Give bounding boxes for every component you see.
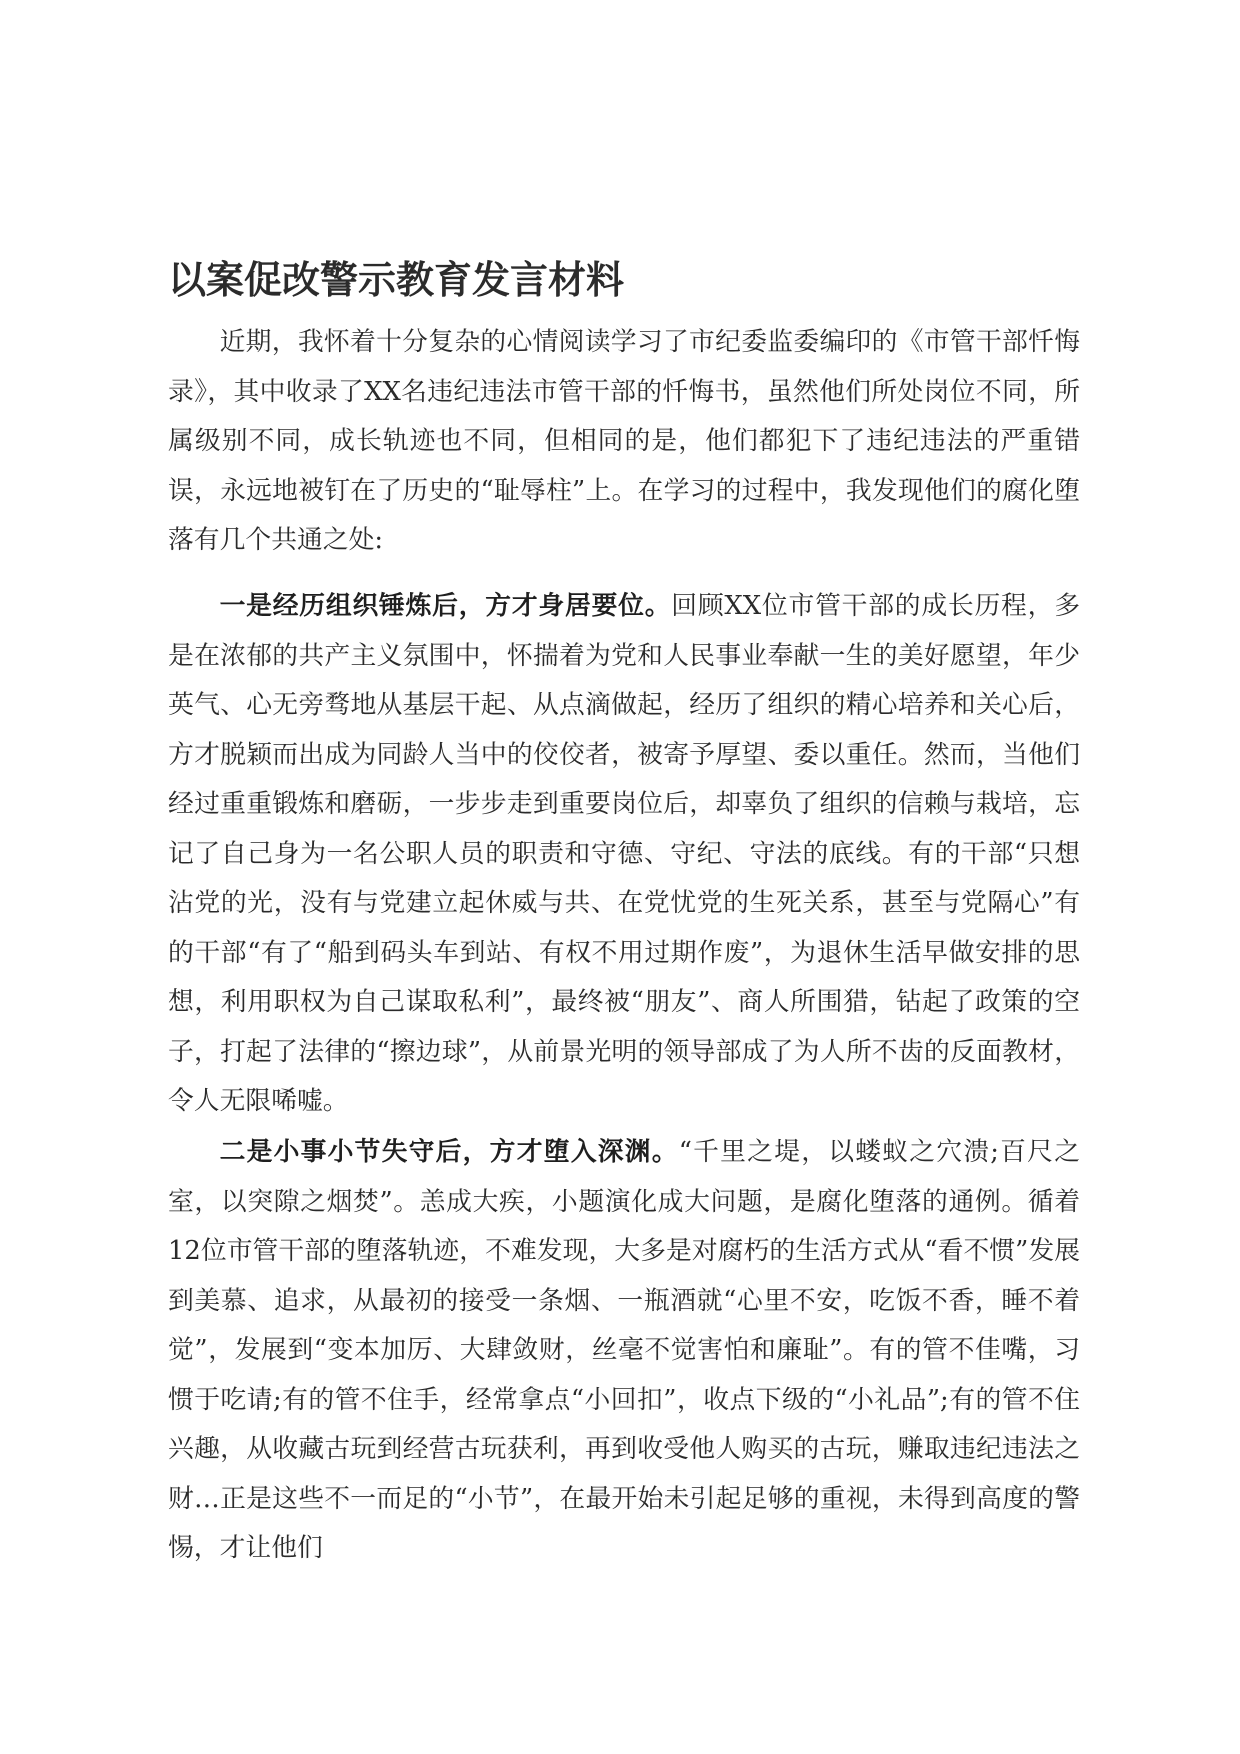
point-1-lead: 一是经历组织锤炼后，方才身居要位。 bbox=[219, 591, 672, 621]
point-1-body: 回顾XX位市管干部的成长历程，多是在浓郁的共产主义氛围中，怀揣着为党和人民事业奉献一生的美好愿望，年少英气、心无旁骛地从基层干起、从点滴做起，经历了组织的精心培养和关心后，方才脱颖而出成为同龄人当中的佼佼者，被寄予厚望、委以重任。然而，当他们经过重重锻炼和磨砺，一步步走到重要岗位后，却辜负了组织的信赖与栽培，忘记了自己身为一名公职人员的职责和守德、守纪、守法的底线。有的干部“只想沾党的光，没有与党建立起休威与共、在党忧党的生死关系，甚至与党隔心”有的干部“有了“船到码头车到站、有权不用过期作废”，为退休生活早做安排的思想，利用职权为自己谋取私利”，最终被“朋友”、商人所围猎，钻起了政策的空子，打起了法律的“擦边球”，从前景光明的领导部成了为人所不齿的反面教材，令人无限唏嘘。 bbox=[168, 591, 1080, 1116]
intro-paragraph: 近期，我怀着十分复杂的心情阅读学习了市纪委监委编印的《市管干部忏悔录》，其中收录了XX名违纪违法市管干部的忏悔书，虽然他们所处岗位不同，所属级别不同，成长轨迹也不同，但相同的是，他们都犯下了违纪违法的严重错误，永远地被钉在了历史的“耻辱柱”上。在学习的过程中，我发现他们的腐化堕落有几个共通之处: bbox=[168, 327, 1080, 555]
point-2-body: “千里之堤，以蝼蚁之穴溃;百尺之室，以突隙之烟焚”。恙成大疾，小题演化成大问题，是腐化堕落的通例。循着12位市管干部的堕落轨迹，不难发现，大多是对腐朽的生活方式从“看不惯”发展到美慕、追求，从最初的接受一条烟、一瓶酒就“心里不安，吃饭不香，睡不着觉”，发展到“变本加厉、大肆敛财，丝毫不觉害怕和廉耻”。有的管不佳嘴，习惯于吃请;有的管不住手，经常拿点“小回扣”，收点下级的“小礼品”;有的管不住兴趣，从收藏古玩到经营古玩获利，再到收受他人购买的古玩，赚取违纪违法之财…正是这些不一而足的“小节”，在最开始未引起足够的重视，未得到高度的警惕，才让他们 bbox=[168, 1137, 1080, 1563]
point-1-paragraph bbox=[168, 582, 1080, 1127]
point-2-lead: 二是小事小节失守后，方才堕入深渊。 bbox=[219, 1137, 679, 1167]
point-2-paragraph bbox=[168, 1128, 1080, 1574]
document-title: 以案促改警示教育发言材料 bbox=[168, 258, 625, 302]
